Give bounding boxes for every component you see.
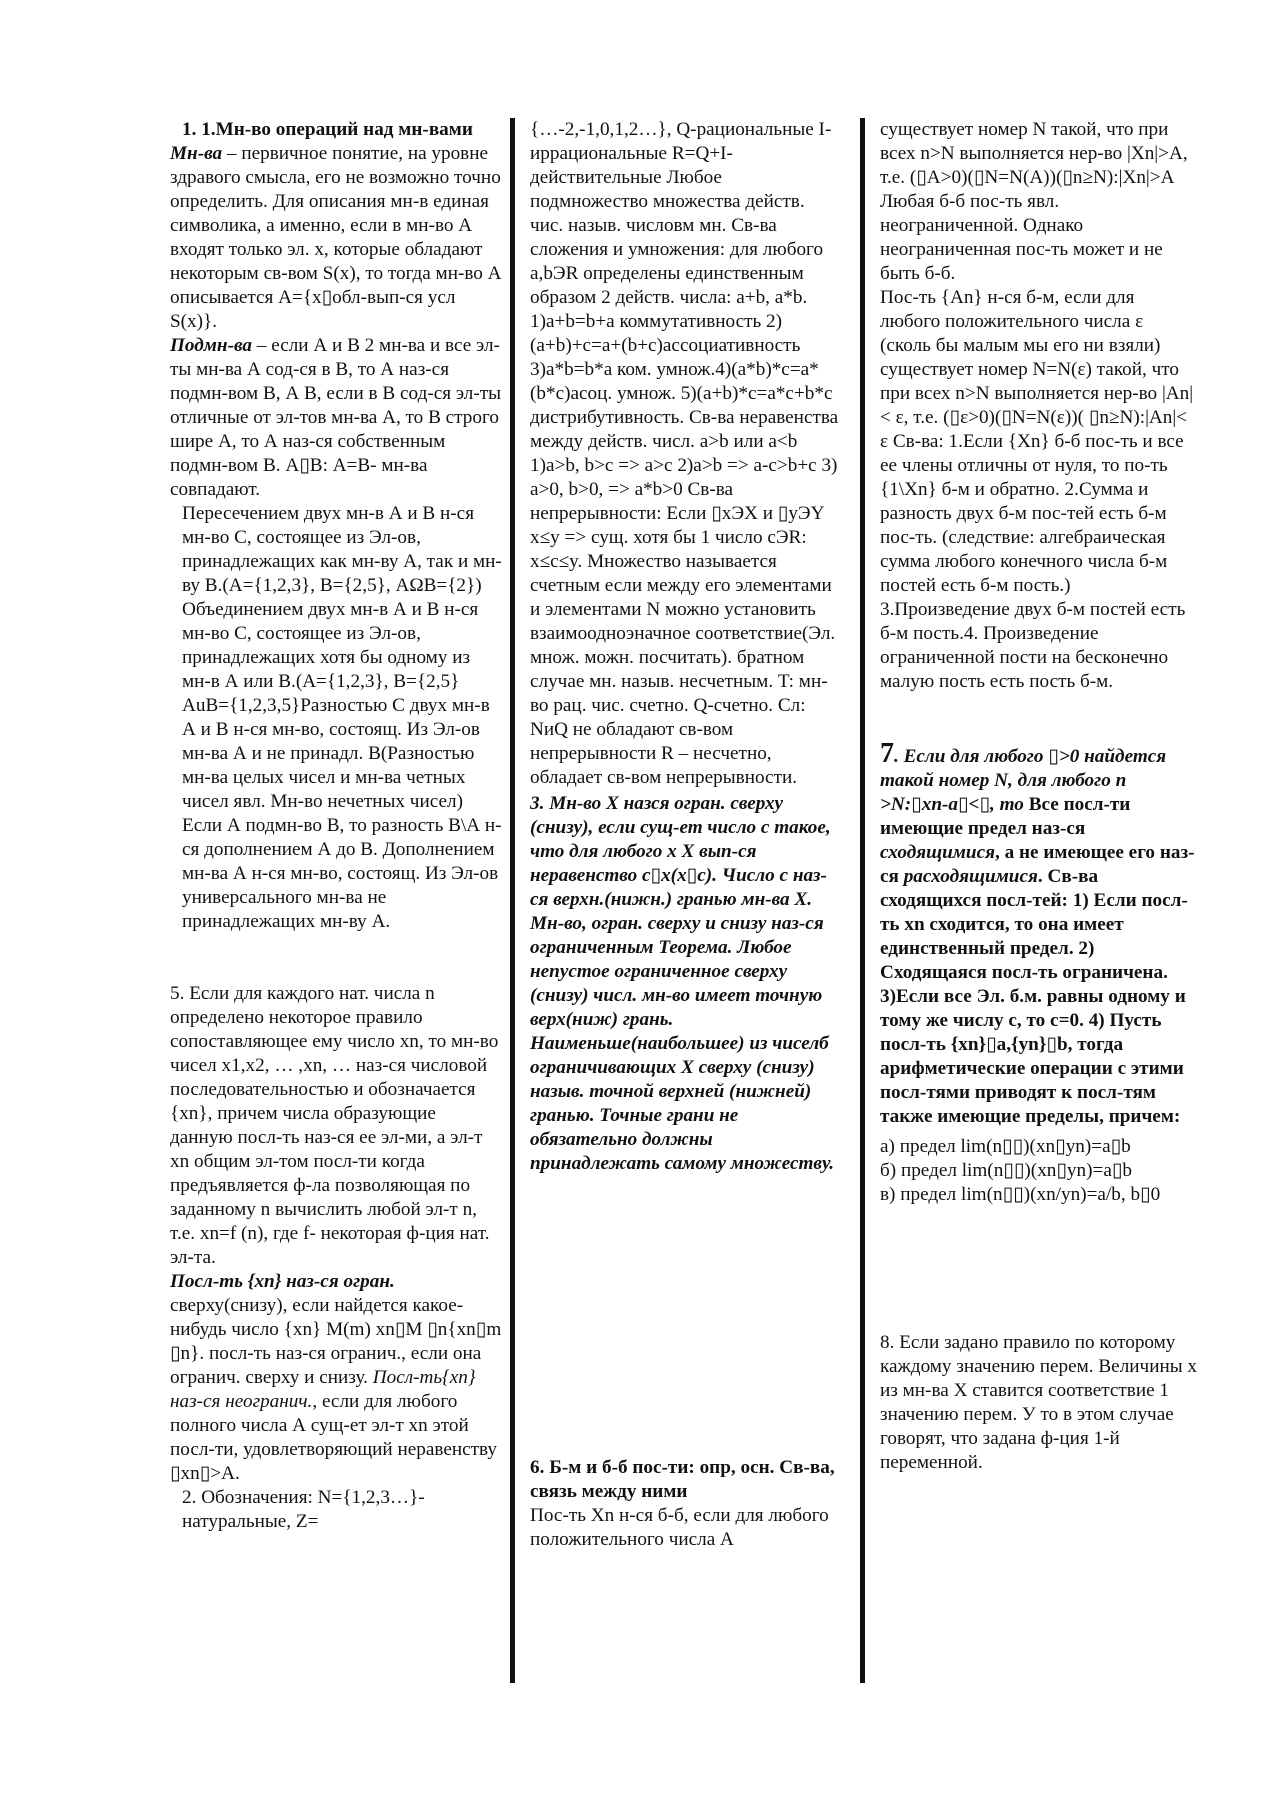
column-divider-2 bbox=[860, 118, 865, 1683]
section-3-paragraph: 3. Мн-во Х назся огран. сверху (снизу), если сущ-ет число с такое, что для любого х Х вып-ся неравенство с▯х(х▯с). Число с наз-ся верхн.(нижн.) гранью мн-ва Х. Мн-во, огран. сверху и снизу наз-ся ограниченным Теорема. Любое непустое ограниченное сверху (снизу) числ. мн-во имеет точную верх(ниж) грань. Наименьше(наибольшее) из чиселб ограничивающих Х сверху (снизу) назыв. точной верхней (нижней) гранью. Точные грани не обязательно должны принадлежать самому множеству. bbox=[530, 793, 835, 1174]
limit-rule-b: б) предел lim(n▯▯)(xn▯yn)=a▯b bbox=[880, 1160, 1133, 1181]
section-6-paragraph-3: Пос-ть {An} н-ся б-м, если для любого положительного числа ε (сколь бы малым мы его ни взяли) существует номер N=N(ε) такой, что при всех n>N выполняется нер-во |An|< ε, т.е. (▯ε>0)(▯N=N(ε))( ▯n≥N):|An|< ε Св-ва: 1.Если {Xn} б-б пос-ть и все ее члены отличны от нуля, то по-ть {1\Xn} б-м и обратно. 2.Сумма и разность двух б-м пос-тей есть б-м пос-ть. (следствие: алгебраическая сумма любого конечного числа б-м постей есть б-м пость.) 3.Произведение двух б-м постей есть б-м пость.4. Произведение ограниченной пости на бесконечно малую пость есть пость б-м. bbox=[880, 287, 1194, 692]
section-2-paragraph-1: 2. Обозначения: N={1,2,3…}- натуральные, Z= bbox=[182, 1487, 425, 1532]
section-6-paragraph-2: существует номер N такой, что при всех n>N выполняется нер-во |Xn|>A, т.е. (▯A>0)(▯N=N(A))(▯n≥N):|Xn|>A Любая б-б пос-ть явл. неограниченной. Однако неограниченная пос-ть может и не быть б-б. bbox=[880, 119, 1188, 284]
section-1-paragraph-2: Подмн-ва – если А и В 2 мн-ва и все эл-ты мн-ва А сод-ся в В, то А наз-ся подмн-вом В, А В, если в В сод-ся эл-ты отличные от эл-тов мн-ва А, то В строго шире А, то А наз-ся собственным подмн-вом В. А▯В: А=В- мн-ва совпадают. bbox=[170, 335, 501, 500]
section-7-number: 7 bbox=[880, 738, 894, 769]
term-convergent: сходящимися bbox=[880, 842, 995, 863]
section-6-paragraph-1: Пос-ть Xn н-ся б-б, если для любого положительного числа А bbox=[530, 1505, 829, 1550]
limit-rule-c: в) предел lim(n▯▯)(xn/yn)=a/b, b▯0 bbox=[880, 1184, 1161, 1205]
section-5-paragraph-2: Посл-ть {xn} наз-ся огран. сверху(снизу), если найдется какое-нибудь число {xn} M(m) xn▯M ▯n{xn▯m ▯n}. посл-ть наз-ся огранич., если она огранич. сверху и снизу. Посл-ть{xn} наз-ся неогранич., если для любого полного числа А сущ-ет эл-т xn этой посл-ти, удовлетворяющий неравенству ▯xn▯>A. bbox=[170, 1271, 502, 1484]
term-sets: Мн-ва bbox=[170, 143, 223, 164]
term-bounded-seq: Посл-ть {xn} наз-ся огран. bbox=[170, 1271, 395, 1292]
column-1 bbox=[170, 118, 502, 1534]
section-5-paragraph-1: 5. Если для каждого нат. числа n определено некоторое правило сопоставляющее ему число xn, то мн-во чисел x1,x2, … ,xn, … наз-ся числовой последовательностью и обозначается {xn}, причем числа образующие данную посл-ть наз-ся ее эл-ми, а эл-т xn общим эл-том посл-ти когда предъявляется ф-ла позволяющая по заданному n вычислить любой эл-т n, т.е. xn=f (n), где f- некоторая ф-ция нат. эл-та. bbox=[170, 983, 499, 1268]
section-8-paragraph: 8. Если задано правило по которому каждому значению перем. Величины х из мн-ва Х ставится соответствие 1 значению перем. У то в этом случае говорят, что задана ф-ция 1-й переменной. bbox=[880, 1332, 1198, 1473]
section-2-paragraph-2: {…-2,-1,0,1,2…}, Q-рациональные I-иррациональные R=Q+I-действительные Любое подмножество множества действ. чис. назыв. числовм мн. Св-ва сложения и умножения: для любого a,bЭR определены единственным образом 2 действ. числа: a+b, a*b. 1)a+b=b+a коммутативность 2)(a+b)+c=a+(b+c)ассоциативность 3)a*b=b*a ком. умнож.4)(a*b)*c=a*(b*c)асоц. умнож. 5)(a+b)*c=a*c+b*c дистрибутивность. Св-ва неравенства между действ. числ. a>b или a<b 1)a>b, b>c => a>c 2)a>b => a-c>b+c 3) a>0, b>0, => a*b>0 Св-ва непрерывности: Если ▯xЭX и ▯yЭY x≤y => сущ. хотя бы 1 число cЭR: x≤c≤y. Множество называется счетным если между его элементами и элементами N можно установить взаимоодноэначное соответствие(Эл. множ. можн. посчитать). братном случае мн. назыв. несчетным. T: мн-во рац. чис. счетно. Q-счетно. Сл: NиQ не обладают св-вом непрерывности R – несчетно, обладает св-вом непрерывности. bbox=[530, 119, 839, 788]
section-7-paragraph: 7. Если для любого ▯>0 найдется такой номер N, для любого n >N:▯xn-a▯<▯, то Все посл-ти имеющие предел наз-ся сходящимися, а не имеющее его наз-ся расходящимися. Св-ва сходящихся посл-тей: 1) Если посл-ть xn сходится, то она имеет единственный предел. 2) Сходящаяся посл-ть ограничена. 3)Если все Эл. б.м. равны одному и тому же числу с, то с=0. 4) Пусть посл-ть {xn}▯а,{yn}▯b, тогда арифметические операции с этими посл-тями приводят к посл-тям также имеющие пределы, причем: bbox=[880, 738, 1195, 1127]
term-divergent: расходящимися bbox=[898, 866, 1038, 887]
term-unbounded-seq: Посл-ть{xn} наз-ся неогранич. bbox=[170, 1367, 476, 1412]
column-2 bbox=[530, 118, 842, 1552]
column-3 bbox=[880, 118, 1198, 1475]
section-1-paragraph-3: Пересечением двух мн-в А и В н-ся мн-во С, состоящее из Эл-ов, принадлежащих как мн-ву А, так и мн-ву В.(А={1,2,3}, В={2,5}, AΩB={2}) Объединением двух мн-в А и В н-ся мн-во С, состоящее из Эл-ов, принадлежащих хотя бы одному из мн-в А или В.(А={1,2,3}, В={2,5} AuB={1,2,3,5}Разностью С двух мн-в А и В н-ся мн-во, состоящ. Из Эл-ов мн-ва А и не принадл. В(Разностью мн-ва целых чисел и мн-ва четных чисел явл. Мн-во нечетных чисел) Если А подмн-во В, то разность В\А н-ся дополнением А до В. Дополнением мн-ва А н-ся мн-во, состоящ. Из Эл-ов универсального мн-ва не принадлежащих мн-ву А. bbox=[182, 503, 502, 932]
section-1-title: 1. 1.Мн-во операций над мн-вами bbox=[182, 119, 473, 140]
column-divider-1 bbox=[510, 118, 515, 1683]
section-1-paragraph-1: Мн-ва – первичное понятие, на уровне здравого смысла, его не возможно точно определить. Для описания мн-в единая символика, а именно, если в мн-во А входят только эл. х, которые обладают некоторым св-вом S(x), то тогда мн-во А описывается А={х▯обл-вып-ся усл S(x)}. bbox=[170, 143, 502, 332]
section-6-title: 6. Б-м и б-б пос-ти: опр, осн. Св-ва, связь между ними bbox=[530, 1457, 835, 1502]
limit-rule-a: а) предел lim(n▯▯)(xn▯yn)=a▯b bbox=[880, 1136, 1131, 1157]
term-subsets: Подмн-ва bbox=[170, 335, 253, 356]
